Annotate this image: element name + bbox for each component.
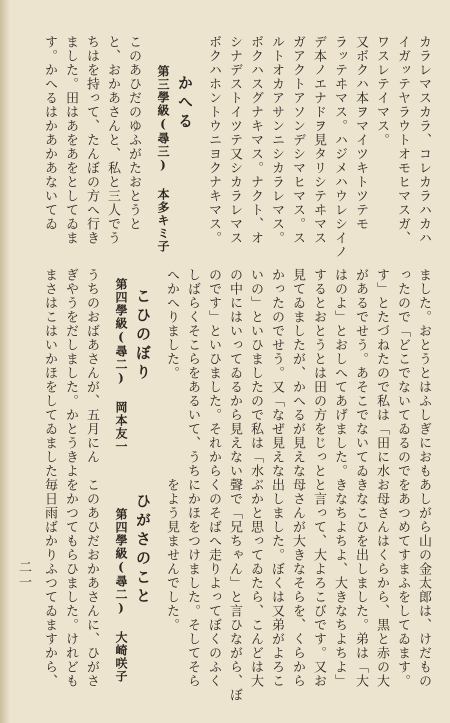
story-line: するとおとうとは田の方をじっと [311, 268, 326, 478]
story-line: ぶかと思ってゐたら、こんどは大 [248, 478, 263, 688]
story-byline: 第四學級(尋二) 岡本友一 [114, 278, 128, 453]
story-line: 又ボクハ本ヲマイツキトツテモ [353, 35, 368, 231]
story-line: きなちよちよ、大きなちよちよ」 [332, 478, 347, 688]
story-line: ボクハホントウニヨクナキマス。 [206, 35, 221, 245]
story-line: 聲で「兄ちゃん」と言ひながら、ぼ [227, 478, 242, 702]
story-title: かへる [176, 75, 194, 132]
story-line: あしがら山の金太郎は、けだもの [416, 478, 431, 688]
story-line: す」とたづねたので私は「田に水 [374, 268, 389, 478]
story-line: いの」といひましたので私は「水 [248, 268, 263, 478]
story-line: へかへりました。 [164, 268, 179, 380]
story-title: こひのぼり [134, 288, 152, 383]
story-byline: 第四學級(尋二) 大崎咲子 [114, 508, 128, 683]
story-title: ひがさのこと [134, 493, 152, 607]
story-line: をよう見ませんでした。 [164, 478, 179, 632]
story-line: があるでせう。あそこでないてゐ [353, 268, 368, 478]
story-line: うちのおばあさんが、五月にん [84, 268, 99, 464]
story-line: ワスレテイマス。 [374, 35, 389, 147]
story-line: 母さんが大きなそらを、くらから [290, 478, 305, 688]
story-line: ボクハスグナキマス。ナクト、オ [248, 35, 263, 245]
story-line: と言って、大よろこびです。又お [311, 478, 326, 688]
story-line: このあひだのゆふがたおとうと [126, 35, 141, 231]
story-line: 毎日雨ばかりふつてゐますから、 [42, 478, 57, 688]
middle-section [30, 268, 431, 478]
story-byline: 第三學級(尋三) 本多キミ子 [156, 65, 170, 253]
story-line: す。かへるはかあかあないてゐ [42, 35, 57, 231]
story-line: シナデストイツテ又シカラレマス [227, 35, 242, 245]
story-line: イガッテヤラウトオモヒマスガ、 [395, 35, 410, 245]
story-line: ラッテヰマス。ハジメハウレシイノ [332, 35, 347, 259]
story-line: と、おかあさんと、私と三人でう [105, 35, 120, 245]
top-section [30, 35, 430, 260]
page-edge-shadow [0, 0, 10, 723]
story-line: の中にはいってゐるから見えない [227, 268, 242, 478]
story-line: ガアクトアソンデシマヒマス。ス [290, 35, 305, 245]
story-line: お母さんはくらから、黒と赤の大 [374, 478, 389, 688]
story-line: ったので「どこでないてゐるので [395, 268, 410, 478]
story-line: はのよ」とおしへてあげました。 [332, 268, 347, 478]
story-line: しばらくそこらをあるいて、うち [185, 268, 200, 478]
story-line: をかつてもらひました。けれども [63, 478, 78, 688]
story-line: にかほをつけました。そしてそら [185, 478, 200, 688]
story-line: ルトオカアサンニシカラレマス。 [269, 35, 284, 245]
story-line: のです」といひました。それから [206, 268, 221, 478]
story-line: かったのでせう。又「なぜ見えな [269, 268, 284, 478]
story-line: くのそばへ走りよってぼくのふく [206, 478, 221, 688]
story-line: をあつめてすまふをしてゐます。 [395, 478, 410, 688]
story-line: このあひだおかあさんに、ひがさ [84, 478, 99, 688]
story-line: ちはを持って、たんぼの方へ行き [84, 35, 99, 245]
story-line: まさはこはいかほをしてゐました [42, 268, 57, 478]
story-line: カラレマスカラ、コレカラハカハ [416, 35, 431, 245]
story-line: ぎやうをだしました。かとうきよ [63, 268, 78, 478]
bottom-section [30, 478, 431, 702]
story-line: 出しました。ぼくは又弟がよろこ [269, 478, 284, 688]
story-line: ました。田はあをあをとしてゐま [63, 35, 78, 245]
story-line: 見てゐましたが、かへるが見えな [290, 268, 305, 478]
story-line: デ本ノエナドヲ見タリシテヰマス [311, 35, 326, 245]
story-line: ました。おとうとはふしぎにおも [416, 268, 431, 478]
page-number: 二一 [16, 560, 31, 590]
story-line: きなこひを出しました。弟は「大 [353, 478, 368, 688]
